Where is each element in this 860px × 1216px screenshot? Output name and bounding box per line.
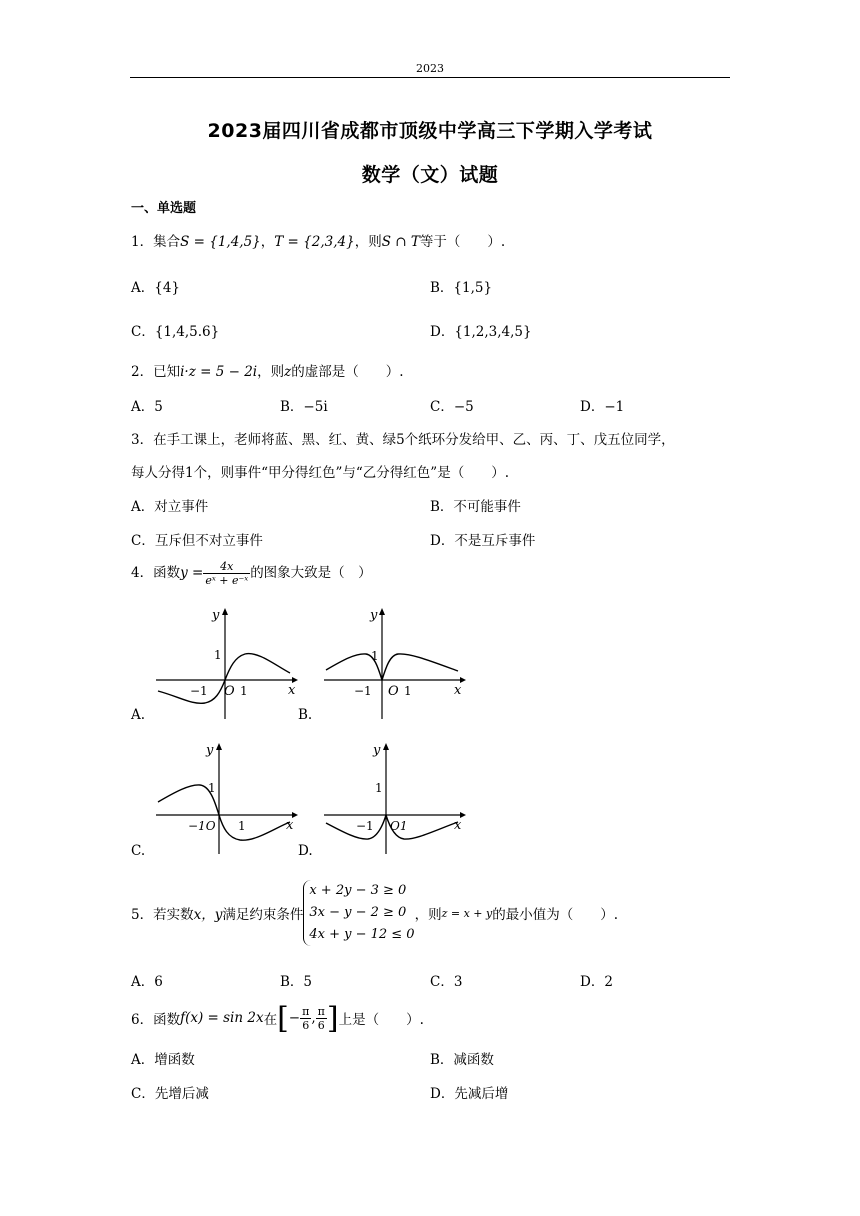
q6-option-b: B．减函数	[430, 1052, 494, 1068]
graph-b-one-y: 1	[371, 649, 379, 663]
q3-option-a: A．对立事件	[131, 499, 209, 515]
q4-suffix: 的图象大致是（ ）	[250, 565, 372, 581]
q1-suffix: 等于（ ）.	[419, 234, 506, 250]
graph-d-neg-one: −1	[356, 819, 374, 833]
graph-a-x-label: x	[288, 683, 296, 698]
graph-a-neg-one: −1	[190, 684, 208, 698]
graph-b-neg-one: −1	[354, 684, 372, 698]
q1-option-b: B．{1,5}	[430, 280, 493, 296]
q6-option-d: D．先减后增	[430, 1086, 509, 1102]
q1-sep: ，	[260, 234, 275, 250]
q6-func: f(x) = sin 2x	[180, 1010, 264, 1026]
q1-expr: S ∩ T	[381, 234, 420, 250]
graph-b-y-label: y	[370, 608, 378, 623]
q5-suffix: 的最小值为（ ）.	[492, 907, 619, 923]
graph-b-origin: O	[388, 684, 399, 699]
question-4-stem	[131, 560, 372, 587]
q4-option-a: A.	[131, 707, 146, 723]
q6-frac-right	[316, 1005, 327, 1032]
q5-vars: x，y	[193, 907, 223, 923]
graph-d-origin-one: O1	[390, 819, 408, 833]
graph-a-one-x: 1	[240, 684, 248, 698]
q2-option-b: B．−5i	[280, 399, 328, 415]
q5-constraint-1: x + 2y − 3 ≥ 0	[309, 883, 407, 898]
page-header: 2023	[416, 62, 444, 75]
q4-denominator: eˣ + e⁻ˣ	[205, 574, 249, 587]
q4-prefix: 4．函数	[131, 565, 181, 581]
q2-option-c: C．−5	[430, 399, 474, 415]
question-5-stem	[131, 878, 618, 948]
q6-left-bracket: [	[277, 1000, 289, 1036]
graph-d-one-y: 1	[375, 781, 383, 795]
q4-option-d: D.	[298, 843, 313, 859]
header-rule	[130, 77, 730, 78]
graph-d-y-label: y	[373, 743, 381, 758]
question-1-stem	[131, 230, 505, 250]
q5-option-b: B．5	[280, 974, 313, 990]
graph-c-one-x: 1	[238, 819, 246, 833]
section-heading: 一、单选题	[131, 201, 197, 216]
exam-title: 2023届四川省成都市顶级中学高三下学期入学考试	[207, 120, 653, 142]
question-3-line-1: 3．在手工课上，老师将蓝、黑、红、黄、绿5个纸环分发给甲、乙、丙、丁、戊五位同学，	[131, 432, 675, 448]
q2-suffix: 的虚部是（ ）.	[291, 364, 404, 380]
graph-c-neg-one-origin: −1O	[188, 819, 216, 833]
exam-subtitle: 数学（文）试题	[361, 164, 499, 186]
q1-option-a: A．{4}	[131, 280, 181, 296]
q5-prefix: 5．若实数	[131, 907, 194, 923]
q1-set-s: S = {1,4,5}	[180, 234, 261, 250]
q1-set-t: T = {2,3,4}	[274, 234, 355, 250]
q6-pi-right: π	[317, 1004, 325, 1018]
q5-mid: 满足约束条件	[222, 907, 304, 923]
q4-y-eq: y =	[180, 565, 204, 581]
graph-a-one-y: 1	[214, 648, 222, 662]
q1-option-d: D．{1,2,3,4,5}	[430, 324, 532, 340]
graph-b-one-x: 1	[404, 684, 412, 698]
q1-prefix: 1．集合	[131, 234, 181, 250]
q2-mid: ，则	[257, 364, 285, 380]
q3-option-d: D．不是互斥事件	[430, 533, 536, 549]
q5-constraint-3: 4x + y − 12 ≤ 0	[309, 927, 415, 942]
q6-minus: −	[288, 1010, 301, 1026]
q6-pi-left: π	[302, 1004, 310, 1018]
graph-a-origin: O	[224, 684, 235, 699]
graph-c-x-label: x	[286, 818, 294, 833]
q1-mid: ，则	[354, 234, 382, 250]
q6-six-left: 6	[302, 1018, 310, 1032]
q4-graph-d	[318, 740, 468, 855]
q6-suffix: 上是（ ）.	[338, 1012, 424, 1028]
q4-numerator: 4x	[203, 560, 250, 574]
graph-d-x-label: x	[454, 818, 462, 833]
q2-var: z	[284, 364, 292, 380]
q2-expr: i·z = 5 − 2i	[180, 364, 258, 380]
question-2-stem	[131, 360, 404, 380]
q5-option-a: A．6	[131, 974, 163, 990]
question-6-stem	[131, 998, 424, 1038]
q5-objective: z = x + y	[441, 906, 493, 920]
q5-constraint-system	[303, 880, 414, 946]
q4-graph-b	[318, 605, 468, 720]
q4-option-c: C.	[131, 843, 146, 859]
q6-option-a: A．增函数	[131, 1052, 195, 1068]
q5-mid2: ，则	[414, 907, 442, 923]
q4-option-b: B.	[298, 707, 313, 723]
q6-six-right: 6	[317, 1018, 325, 1032]
q6-right-bracket: ]	[326, 1000, 339, 1036]
q6-comma: ,	[311, 1010, 316, 1026]
q5-option-d: D．2	[580, 974, 613, 990]
graph-c-y-label: y	[206, 743, 214, 758]
q3-option-b: B．不可能事件	[430, 499, 521, 515]
q5-option-c: C．3	[430, 974, 463, 990]
graph-a-y-label: y	[212, 608, 220, 623]
q6-frac-left	[300, 1005, 311, 1032]
q4-graph-c	[150, 740, 300, 855]
q1-option-c: C．{1,4,5.6}	[131, 324, 220, 340]
q3-option-c: C．互斥但不对立事件	[131, 533, 263, 549]
q4-graph-a	[150, 605, 300, 720]
q5-constraint-2: 3x − y − 2 ≥ 0	[309, 905, 407, 920]
q2-prefix: 2．已知	[131, 364, 181, 380]
q4-fraction	[203, 560, 250, 587]
q6-prefix: 6．函数	[131, 1012, 181, 1028]
question-3-line-2: 每人分得1个，则事件“甲分得红色”与“乙分得红色”是（ ）.	[131, 465, 509, 481]
graph-b-x-label: x	[454, 683, 462, 698]
q6-mid: 在	[263, 1012, 278, 1028]
graph-c-one-y: 1	[208, 781, 216, 795]
q6-option-c: C．先增后减	[131, 1086, 209, 1102]
q2-option-a: A．5	[131, 399, 163, 415]
q2-option-d: D．−1	[580, 399, 625, 415]
